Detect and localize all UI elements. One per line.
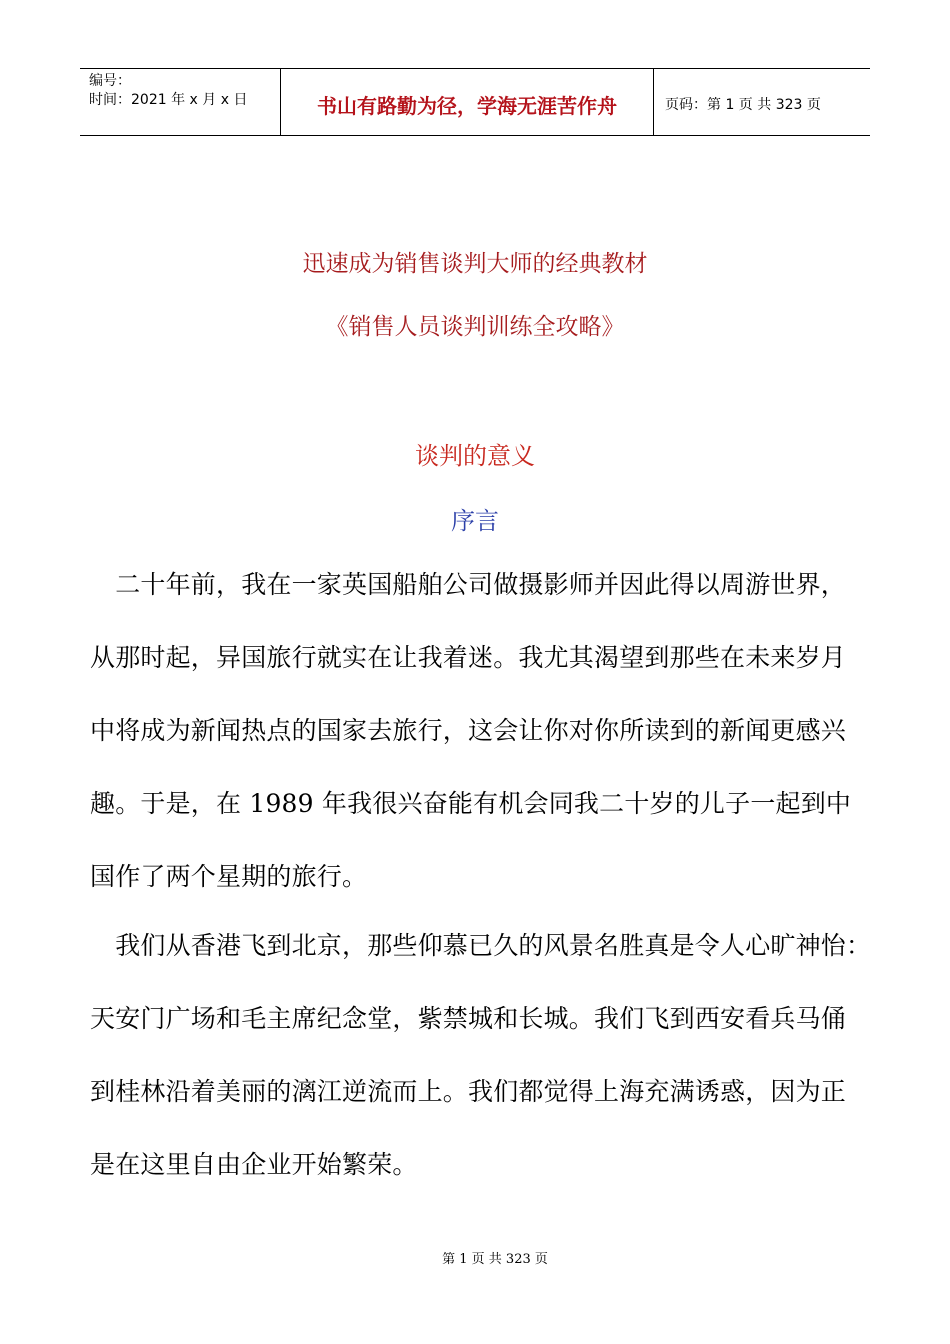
time-label: 时间：2021 年 x 月 x 日 (89, 92, 248, 108)
main-title: 迅速成为销售谈判大师的经典教材 (302, 251, 648, 277)
body-line: 从那时起，异国旅行就实在让我着迷。我尤其渴望到那些在未来岁月 (90, 643, 847, 672)
body-line: 中将成为新闻热点的国家去旅行，这会让你对你所读到的新闻更感兴 (90, 716, 847, 745)
header-meta-cell (80, 69, 281, 135)
sub-title: 《销售人员谈判训练全攻略》 (325, 314, 625, 340)
body-line: 国作了两个星期的旅行。 (90, 862, 368, 891)
section-heading: 谈判的意义 (415, 442, 535, 470)
body-line: 天安门广场和毛主席纪念堂，紫禁城和长城。我们飞到西安看兵马俑 (90, 1004, 847, 1033)
page-footer: 第 1 页 共 323 页 (442, 1252, 548, 1267)
body-line: 到桂林沿着美丽的漓江逆流而上。我们都觉得上海充满诱惑，因为正 (90, 1077, 847, 1106)
document-header (80, 68, 870, 136)
body-line: 是在这里自由企业开始繁荣。 (90, 1150, 418, 1179)
body-line: 二十年前，我在一家英国船舶公司做摄影师并因此得以周游世界， (90, 570, 847, 599)
number-label: 编号： (89, 73, 131, 89)
section-subheading: 序言 (451, 507, 499, 535)
header-motto: 书山有路勤为径，学海无涯苦作舟 (281, 69, 654, 135)
body-line: 趣。于是，在 1989 年我很兴奋能有机会同我二十岁的儿子一起到中 (90, 789, 852, 818)
header-page-info: 页码：第 1 页 共 323 页 (665, 97, 821, 113)
body-line: 我们从香港飞到北京，那些仰慕已久的风景名胜真是令人心旷神怡： (90, 931, 872, 960)
